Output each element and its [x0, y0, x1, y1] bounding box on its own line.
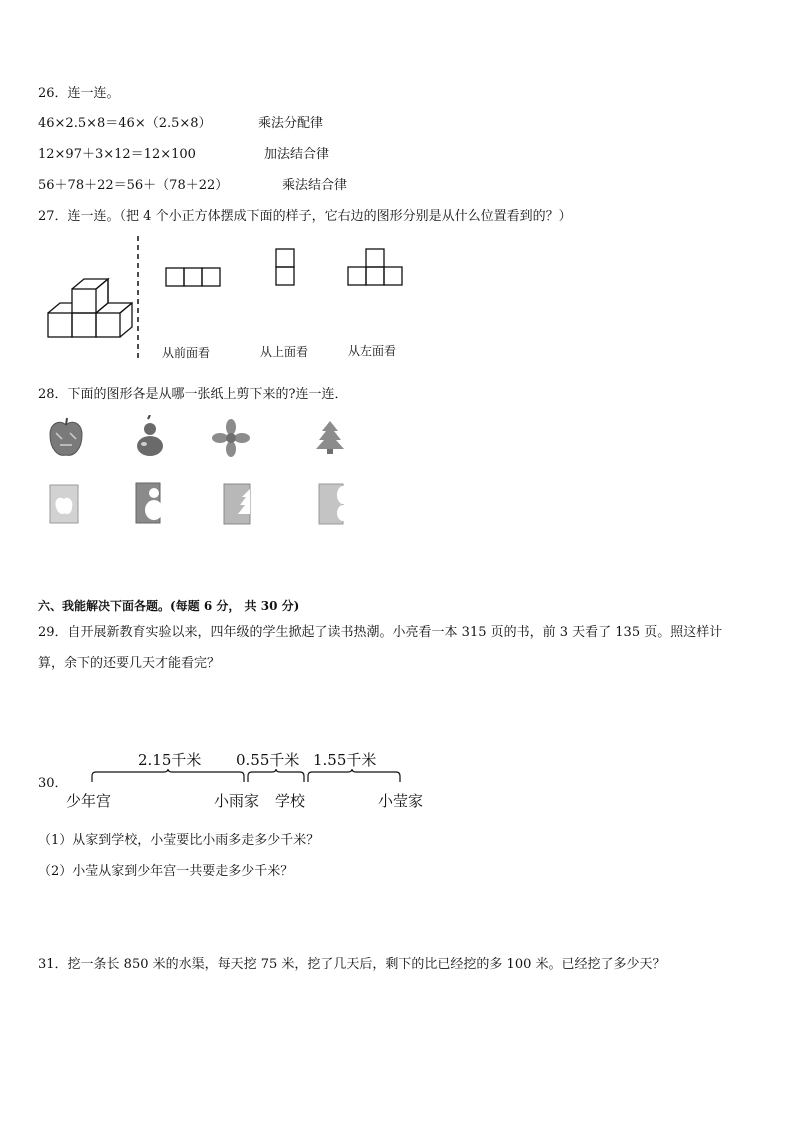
flower-cutout — [212, 419, 250, 457]
q30-segment-2: 0.55千米 — [236, 751, 300, 769]
q26-expr-1: 46×2.5×8＝46×（2.5×8） — [38, 116, 212, 131]
q30-sub2: （2）小莹从家到少年宫一共要走多少千米？ — [38, 864, 294, 879]
view-left-shape — [348, 249, 402, 285]
view-top-shape — [276, 249, 294, 285]
tree-cutout — [316, 421, 344, 454]
q28-title: 28．下面的图形各是从哪一张纸上剪下来的?连一连． — [38, 387, 348, 402]
q27-title: 27．连一连。（把 4 个小正方体摆成下面的样子，它右边的图形分别是从什么位置看到的？） — [38, 209, 572, 224]
q26-law-2: 加法结合律 — [264, 147, 330, 162]
paper-3 — [224, 484, 250, 524]
q26-law-3: 乘法结合律 — [282, 178, 348, 193]
q30-sub1: （1）从家到学校，小莹要比小雨多走多少千米？ — [38, 833, 320, 848]
q29-line1: 29．自开展新教育实验以来，四年级的学生掀起了读书热潮。小亮看一本 315 页的书，前 3 天看了 135 页。照这样计 — [38, 625, 723, 640]
apple-cutout — [50, 418, 82, 455]
view-label-top: 从上面看 — [260, 345, 309, 359]
place-school: 学校 — [275, 792, 306, 810]
q30-segment-1: 2.15千米 — [138, 751, 202, 769]
q30-distance-brace — [88, 766, 408, 788]
q30-number: 30． — [38, 776, 68, 791]
view-label-front: 从前面看 — [162, 346, 211, 360]
place-xiaoying-home: 小莹家 — [378, 792, 424, 810]
q31-text: 31．挖一条长 850 米的水渠，每天挖 75 米，挖了几天后，剩下的比已经挖的多 100 米。已经挖了多少天？ — [38, 957, 666, 972]
paper-4 — [319, 484, 349, 524]
q26-expr-2: 12×97＋3×12＝12×100 — [38, 147, 196, 162]
q29-line2: 算，余下的还要几天才能看完？ — [38, 656, 221, 671]
q26-expr-3: 56＋78＋22＝56＋（78＋22） — [38, 178, 229, 193]
paper-2 — [136, 483, 163, 523]
paper-1 — [50, 485, 78, 523]
q28-cutouts — [40, 415, 370, 535]
place-youth-palace: 少年宫 — [66, 792, 112, 810]
cube-stack-drawing — [48, 279, 132, 337]
q30-segment-3: 1.55千米 — [313, 751, 377, 769]
q26-law-1: 乘法分配律 — [258, 116, 324, 131]
section6-title: 六、我能解决下面各题。(每题 6 分， 共 30 分) — [38, 599, 300, 613]
view-front-shape — [166, 268, 220, 286]
q26-title: 26．连一连。 — [38, 86, 120, 101]
gourd-cutout — [137, 415, 163, 456]
view-label-left: 从左面看 — [348, 344, 397, 358]
place-xiaoyu-home: 小雨家 — [214, 792, 260, 810]
